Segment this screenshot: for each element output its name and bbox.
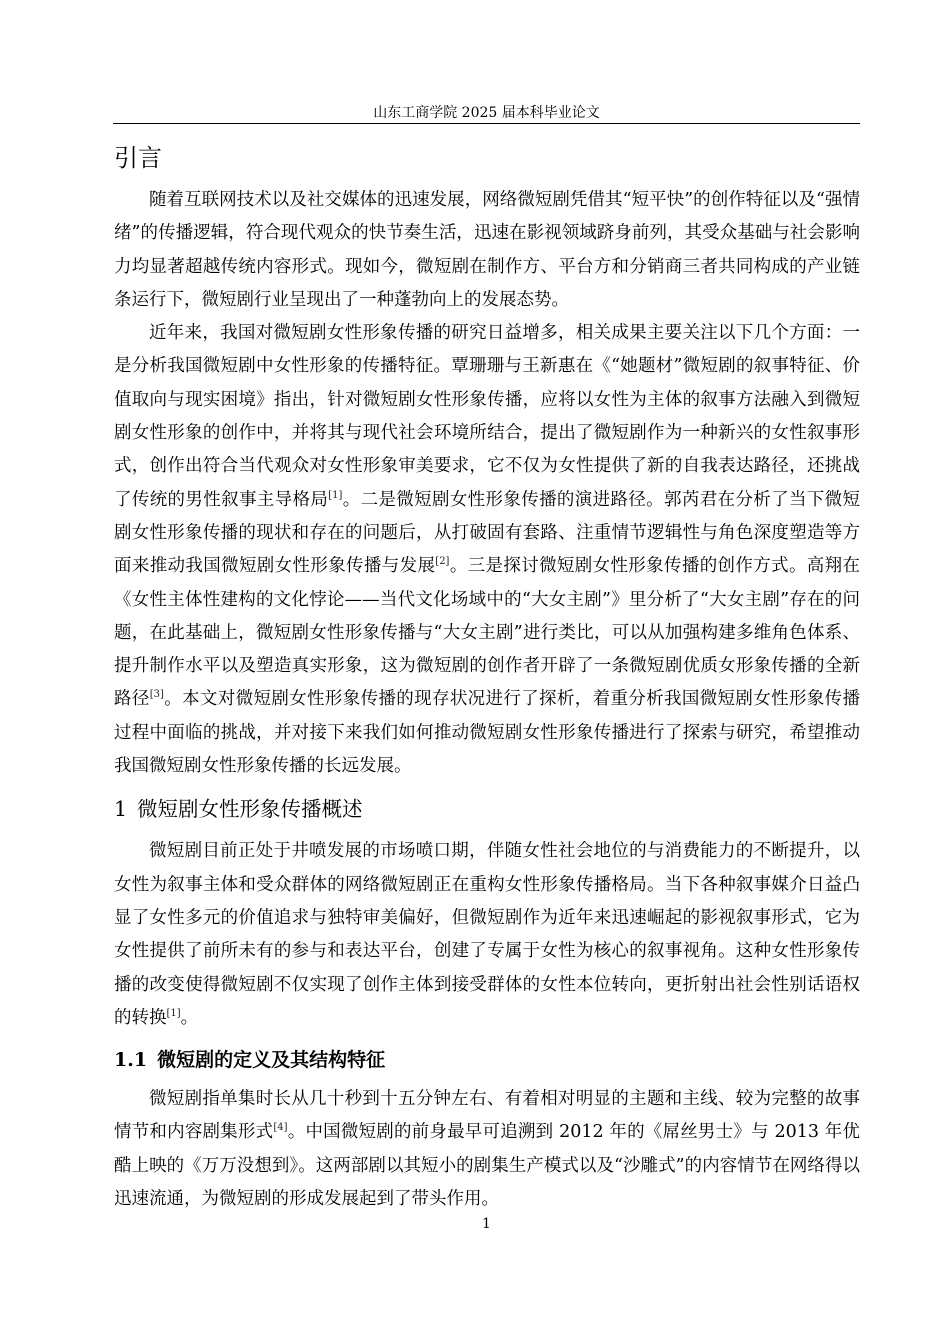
section-1-text-b: 。: [180, 1007, 199, 1028]
section-1-heading: [114, 791, 860, 827]
section-1-1-paragraph: [114, 1083, 860, 1216]
section-1-1-number: 1.1: [114, 1049, 148, 1072]
intro-p2-text-a: 近年来，我国对微短剧女性形象传播的研究日益增多，相关成果主要关注以下几个方面：一是分析我国微短剧中女性形象的传播特征。覃珊珊与王新惠在《“她题材”微短剧的叙事特征、价值取向与现实困境》指出，针对微短剧女性形象传播，应将以女性为主体的叙事方法融入到微短剧女性形象的创作中，并将其与现代社会环境所结合，提出了微短剧作为一种新兴的女性叙事形式，创作出符合当代观众对女性形象审美要求，它不仅为女性提供了新的自我表达路径，还挑战了传统的男性叙事主导格局: [114, 323, 860, 510]
section-1-number: 1: [114, 797, 128, 822]
intro-heading: 引言: [114, 144, 162, 172]
section-1-paragraph: [114, 835, 860, 1035]
section-1-1-text-b: 。中国微短剧的前身最早可追溯到 2012 年的《屌丝男士》与 2013 年优酷上映的《万万没想到》。这两部剧以其短小的剧集生产模式以及“沙雕式”的内容情节在网络得以迅速流通，为微短剧的形成发展起到了带头作用。: [114, 1122, 861, 1210]
header-rule: [113, 123, 860, 124]
page-number: 1: [482, 1216, 491, 1232]
running-header: 山东工商学院 2025 届本科毕业论文: [373, 105, 600, 121]
citation-3: [3]: [149, 689, 164, 701]
section-1-text-a: 微短剧目前正处于井喷发展的市场喷口期，伴随女性社会地位的与消费能力的不断提升，以女性为叙事主体和受众群体的网络微短剧正在重构女性形象传播格局。当下各种叙事媒介日益凸显了女性多元的价值追求与独特审美偏好，但微短剧作为近年来迅速崛起的影视叙事形式，它为女性提供了前所未有的参与和表达平台，创建了专属于女性为核心的叙事视角。这种女性形象传播的改变使得微短剧不仅实现了创作主体到接受群体的女性本位转向，更折射出社会性别话语权的转换: [114, 841, 860, 1028]
citation-1: [1]: [328, 489, 343, 501]
intro-p2-text-c: 。三是探讨微短剧女性形象传播的创作方式。高翔在《女性主体性建构的文化悖论——当代文化场域中的“大女主剧”》里分析了“大女主剧”存在的问题，在此基础上，微短剧女性形象传播与“大女主剧”进行类比，可以从加强构建多维角色体系、提升制作水平以及塑造真实形象，这为微短剧的创作者开辟了一条微短剧优质女形象传播的全新路径: [114, 556, 861, 710]
section-1-1-text-a: 微短剧指单集时长从几十秒到十五分钟左右、有着相对明显的主题和主线、较为完整的故事情节和内容剧集形式: [114, 1089, 860, 1143]
citation-2: [2]: [435, 556, 450, 568]
intro-paragraph-2: [114, 317, 860, 783]
intro-p2-text-d: 。本文对微短剧女性形象传播的现存状况进行了探析，着重分析我国微短剧女性形象传播过程中面临的挑战，并对接下来我们如何推动微短剧女性形象传播进行了探索与研究，希望推动我国微短剧女性形象传播的长远发展。: [114, 689, 861, 777]
citation-section-1-1: [4]: [273, 1122, 288, 1134]
intro-p2-text-b: 。二是微短剧女性形象传播的演进路径。郭芮君在分析了当下微短剧女性形象传播的现状和存在的问题后，从打破固有套路、注重情节逻辑性与角色深度塑造等方面来推动我国微短剧女性形象传播与发展: [114, 489, 861, 577]
citation-section-1: [1]: [166, 1007, 181, 1019]
section-1-1-heading: [114, 1043, 860, 1077]
intro-paragraph-1: 随着互联网技术以及社交媒体的迅速发展，网络微短剧凭借其“短平快”的创作特征以及“强情绪”的传播逻辑，符合现代观众的快节奏生活，迅速在影视领域跻身前列，其受众基础与社会影响力均显著超越传统内容形式。现如今，微短剧在制作方、平台方和分销商三者共同构成的产业链条运行下，微短剧行业呈现出了一种蓬勃向上的发展态势。: [114, 190, 860, 310]
section-1-1-title: 微短剧的定义及其结构特征: [157, 1049, 386, 1072]
body-content: [114, 140, 860, 1216]
section-1-title: 微短剧女性形象传播概述: [137, 797, 363, 822]
